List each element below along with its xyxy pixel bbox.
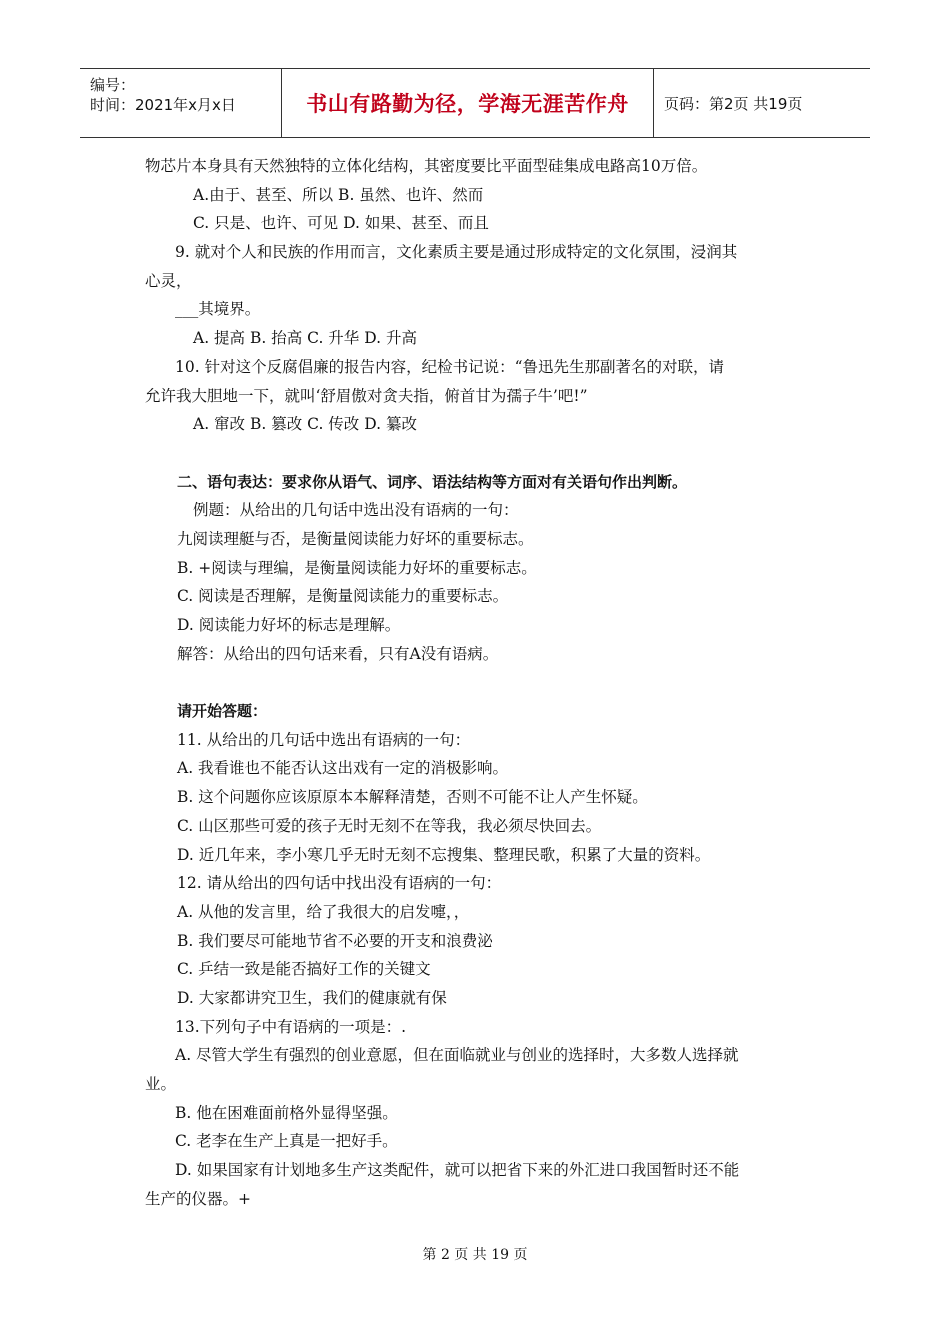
option-line: D. 近几年来，李小寒几乎无时无刻不忘搜集、整理民歌，积累了大量的资料。	[177, 845, 711, 864]
question-line: 13.下列句子中有语病的一项是：.	[175, 1017, 407, 1036]
option-line: C. 只是、也许、可见 D. 如果、甚至、而且	[193, 214, 489, 233]
question-line: 11. 从给出的几句话中选出有语病的一句：	[177, 730, 471, 749]
question-line: 10. 针对这个反腐倡廉的报告内容，纪检书记说：“鲁迅先生那副著名的对联，请	[175, 357, 725, 376]
option-line: B. 他在困难面前格外显得坚强。	[175, 1103, 398, 1122]
option-line: A. 窜改 B. 篡改 C. 传改 D. 纂改	[193, 415, 417, 434]
question-line: 12. 请从给出的四句话中找出没有语病的一句：	[177, 874, 502, 893]
option-line: C. 山区那些可爱的孩子无时无刻不在等我，我必须尽快回去。	[177, 816, 602, 835]
example-option: B. +阅读与理编，是衡量阅读能力好坏的重要标志。	[177, 558, 537, 577]
text-line: 物芯片本身具有天然独特的立体化结构，其密度要比平面型硅集成电路高10万倍。	[145, 157, 708, 175]
example-intro: 例题：从给出的几句话中选出没有语病的一句：	[193, 501, 519, 520]
option-line: A. 提高 B. 抬高 C. 升华 D. 升高	[193, 329, 417, 348]
document-body	[145, 152, 810, 1213]
example-option: C. 阅读是否理解，是衡量阅读能力的重要标志。	[177, 587, 509, 606]
example-option: D. 阅读能力好坏的标志是理解。	[177, 616, 401, 634]
text-line: 心灵，	[145, 271, 192, 290]
option-line: A. 尽管大学生有强烈的创业意愿，但在面临就业与创业的选择时，大多数人选择就	[175, 1046, 739, 1065]
example-option: 九阅读理艇与否，是衡量阅读能力好坏的重要标志。	[177, 529, 534, 548]
option-line: C. 乒结一致是能否搞好工作的关键文	[177, 960, 431, 979]
header-motto: 书山有路勤为径，学海无涯苦作舟	[282, 69, 654, 137]
page-footer: 第 2 页 共 19 页	[422, 1247, 528, 1263]
start-heading: 请开始答题：	[177, 702, 268, 721]
option-line: D. 大家都讲究卫生，我们的健康就有保	[177, 988, 447, 1007]
header-page-info: 页码：第2页 共19页	[664, 94, 803, 113]
text-line: 生产的仪器。+	[145, 1189, 251, 1208]
section-title: 二、语句表达：要求你从语气、词序、语法结构等方面对有关语句作出判断。	[177, 472, 688, 491]
page-header	[80, 68, 870, 138]
option-line: A. 我看谁也不能否认这出戏有一定的消极影响。	[177, 759, 509, 778]
number-label: 编号：	[90, 76, 136, 94]
option-line: B. 这个问题你应该原原本本解释清楚，否则不可能不让人产生怀疑。	[177, 788, 648, 807]
example-answer: 解答：从给出的四句话来看，只有A没有语病。	[177, 644, 499, 663]
question-line: 9. 就对个人和民族的作用而言，文化素质主要是通过形成特定的文化氛围，浸润其	[175, 243, 738, 262]
option-line: A.由于、甚至、所以 B. 虽然、也许、然而	[193, 185, 484, 204]
option-line: A. 从他的发言里，给了我很大的启发嚏，，	[177, 902, 470, 921]
date-label: 时间：2021年x月x日	[90, 96, 236, 114]
header-meta	[80, 69, 282, 137]
option-line: C. 老李在生产上真是一把好手。	[175, 1132, 398, 1151]
text-line: ___其境界。	[175, 300, 261, 319]
option-line: B. 我们要尽可能地节省不必要的开支和浪费泌	[177, 931, 493, 950]
text-line: 业。	[145, 1075, 177, 1093]
option-line: D. 如果国家有计划地多生产这类配件，就可以把省下来的外汇进口我国暂时还不能	[175, 1161, 740, 1180]
text-line: 允许我大胆地一下，就叫‘舒眉傲对贪夫指，俯首甘为孺子牛’吧!”	[145, 386, 588, 405]
